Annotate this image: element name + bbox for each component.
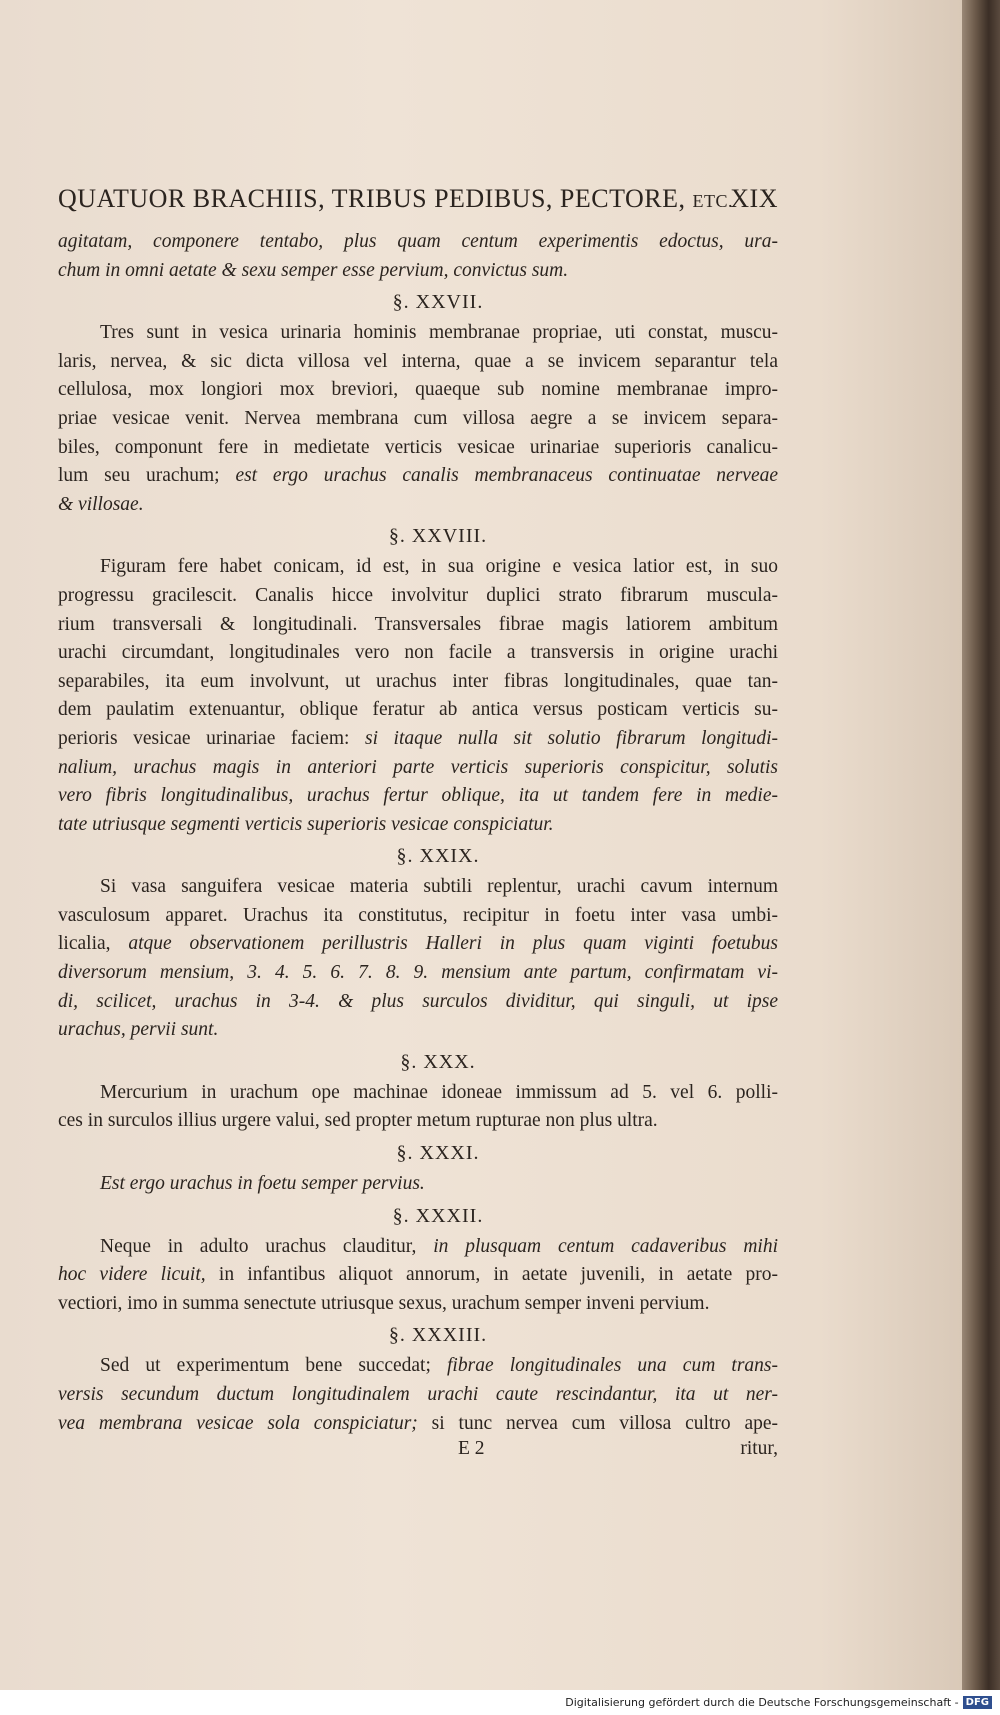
section-heading: §. XXX. <box>400 1050 476 1073</box>
page-number: XIX <box>730 184 778 213</box>
text-span: vectiori, imo in summa senectute utriusque sexus, urachum semper inveni pervium. <box>58 1292 710 1314</box>
section-heading: §. XXVII. <box>392 291 484 314</box>
text-span: Tres sunt in vesica urinaria hominis membranae propriae, uti constat, muscu- <box>100 322 778 344</box>
section-heading: §. XXXII. <box>392 1204 484 1227</box>
running-head-etc: ETC. <box>692 191 734 211</box>
text-line <box>58 930 778 959</box>
text-line <box>58 348 778 377</box>
text-span: diversorum mensium, 3. 4. 5. 6. 7. 8. 9. mensium ante partum, confirmatam vi- <box>58 962 778 984</box>
text-span: agitatam, componere tentabo, plus quam centum experimentis edoctus, ura- <box>58 231 778 252</box>
text-span: nalium, urachus magis in anteriori parte verticis superioris conspicitur, solutis <box>58 756 778 778</box>
text-span: lum seu urachum; <box>58 465 220 487</box>
dfg-logo-icon: DFG <box>963 1696 992 1709</box>
text-span: separabiles, ita eum involvunt, ut urachus inter fibras longitudinales, quae tan- <box>58 670 778 692</box>
text-span: Figuram fere habet conicam, id est, in sua origine e vesica latior est, in suo <box>100 556 778 578</box>
text-span: hoc videre licuit, <box>58 1264 206 1286</box>
running-head-title: QUATUOR BRACHIIS, TRIBUS PEDIBUS, PECTORE, ETC. <box>58 184 734 213</box>
text-line <box>58 988 778 1017</box>
text-line <box>58 639 778 668</box>
text-span: vero fibris longitudinalibus, urachus fertur oblique, ita ut tandem fere in medie- <box>58 785 778 807</box>
signature-mark: E 2 <box>458 1438 485 1460</box>
text-span: dem paulatim extenuantur, oblique feratur ab antica versus posticam verticis su- <box>58 699 778 721</box>
italic-span: fibrae longitudinales una cum trans- <box>447 1355 778 1377</box>
dfg-credit-text: Digitalisierung gefördert durch die Deutsche Forschungsgemeinschaft - <box>565 1696 959 1709</box>
text-line <box>58 1352 778 1381</box>
text-line <box>58 725 778 754</box>
text-line <box>58 696 778 725</box>
text-line <box>58 228 778 257</box>
text-span: chum in omni aetate & sexu semper esse pervium, convictus sum. <box>58 259 569 281</box>
text-span: progressu gracilescit. Canalis hicce involvitur duplici strato fibrarum muscula- <box>58 584 778 606</box>
text-span: Neque in adulto urachus clauditur, <box>100 1235 417 1257</box>
page-footer <box>58 1438 778 1468</box>
text-line <box>58 611 778 640</box>
text-line <box>58 434 778 463</box>
text-line <box>58 902 778 931</box>
text-line <box>58 668 778 697</box>
text-line <box>58 1410 778 1439</box>
text-line <box>58 782 778 811</box>
text-line <box>58 405 778 434</box>
text-span: urachi circumdant, longitudinales vero non facile a transversis in origine urachi <box>58 642 778 664</box>
text-span: vasculosum apparet. Urachus ita constitutus, recipitur in foetu inter vasa umbi- <box>58 904 778 926</box>
text-span: priae vesicae venit. Nervea membrana cum villosa aegre a se invicem separa- <box>58 407 778 429</box>
text-line <box>58 257 778 286</box>
text-line <box>58 1233 778 1262</box>
text-span: licalia, <box>58 933 111 955</box>
text-span: Mercurium in urachum ope machinae idoneae immissum ad 5. vel 6. polli- <box>100 1081 778 1103</box>
section-heading: §. XXXIII. <box>388 1324 488 1347</box>
text-line <box>58 811 778 840</box>
page-content <box>58 180 778 1468</box>
italic-span: in plusquam centum cadaveribus mihi <box>433 1235 778 1257</box>
text-line <box>58 1290 778 1319</box>
text-span: rium transversali & longitudinali. Transversales fibrae magis latiorem ambitum <box>58 613 778 635</box>
text-line <box>58 553 778 582</box>
text-line <box>58 959 778 988</box>
text-body <box>58 228 778 1438</box>
text-span: tate utriusque segmenti verticis superioris vesicae conspiciatur. <box>58 813 554 835</box>
italic-span: est ergo urachus canalis membranaceus continuatae nerveae <box>235 465 779 487</box>
text-line <box>58 462 778 491</box>
italic-span: si itaque nulla sit solutio fibrarum longitudi- <box>364 727 779 749</box>
running-head <box>58 180 778 220</box>
text-span: ces in surculos illius urgere valui, sed propter metum rupturae non plus ultra. <box>58 1110 658 1132</box>
text-line <box>58 1107 778 1136</box>
italic-span: atque observationem perillustris Halleri in plus quam viginti foetubus <box>128 933 778 955</box>
dfg-credit-bar <box>0 1690 1000 1715</box>
text-line <box>58 582 778 611</box>
text-line <box>58 319 778 348</box>
text-line <box>58 376 778 405</box>
text-span: laris, nervea, & sic dicta villosa vel interna, quae a se invicem separantur tela <box>58 350 778 372</box>
text-span: versis secundum ductum longitudinalem urachi caute rescindantur, ita ut ner- <box>58 1384 778 1405</box>
book-edge <box>962 0 1000 1715</box>
text-span: Est ergo urachus in foetu semper pervius. <box>100 1173 425 1195</box>
text-span: Si vasa sanguifera vesicae materia subtili replentur, urachi cavum internum <box>100 876 778 898</box>
text-span: cellulosa, mox longiori mox breviori, quaeque sub nomine membranae impro- <box>58 379 778 401</box>
text-line <box>58 1170 778 1199</box>
text-span: biles, componunt fere in medietate verticis vesicae urinariae superioris canalicu- <box>58 436 778 458</box>
text-line <box>58 1016 778 1045</box>
catchword: ritur, <box>740 1438 778 1460</box>
roman-span: in infantibus aliquot annorum, in aetate juvenili, in aetate pro- <box>218 1264 778 1286</box>
text-span: perioris vesicae urinariae faciem: <box>58 727 350 749</box>
text-line <box>58 1261 778 1290</box>
text-line <box>58 1381 778 1410</box>
text-span: Sed ut experimentum bene succedat; <box>100 1355 431 1377</box>
text-span: vea membrana vesicae sola conspiciatur; <box>58 1412 418 1434</box>
section-heading: §. XXXI. <box>396 1142 480 1165</box>
section-heading: §. XXIX. <box>396 845 480 868</box>
text-span: & villosae. <box>58 493 144 515</box>
text-line <box>58 1079 778 1108</box>
roman-span: si tunc nervea cum villosa cultro ape- <box>431 1412 778 1434</box>
text-span: di, scilicet, urachus in 3-4. & plus surculos dividitur, qui singuli, ut ipse <box>58 990 778 1012</box>
text-line <box>58 754 778 783</box>
text-line <box>58 491 778 520</box>
text-span: urachus, pervii sunt. <box>58 1019 219 1041</box>
section-heading: §. XXVIII. <box>388 525 488 548</box>
text-line <box>58 873 778 902</box>
